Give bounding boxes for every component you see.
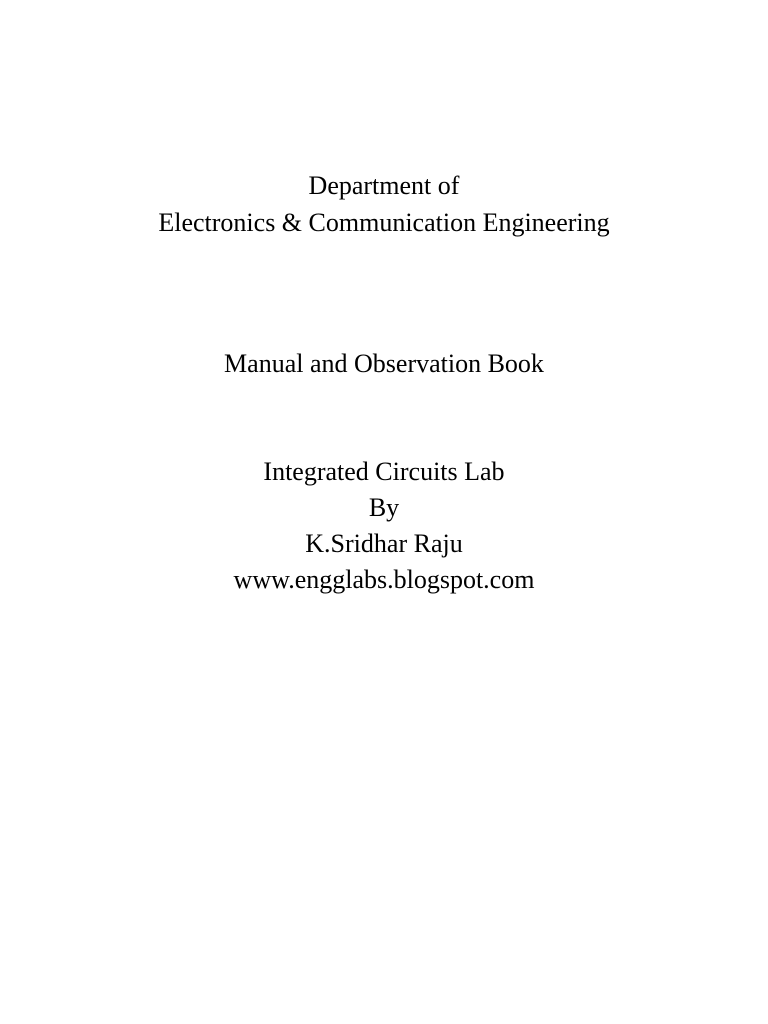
department-heading: Department of xyxy=(308,171,460,200)
author-name: K.Sridhar Raju xyxy=(305,529,463,558)
website-text: www.engglabs.blogspot.com xyxy=(233,565,535,594)
book-title: Manual and Observation Book xyxy=(224,349,544,378)
lab-name: Integrated Circuits Lab xyxy=(263,457,505,486)
department-name: Electronics & Communication Engineering xyxy=(158,208,610,237)
by-label: By xyxy=(368,493,400,522)
